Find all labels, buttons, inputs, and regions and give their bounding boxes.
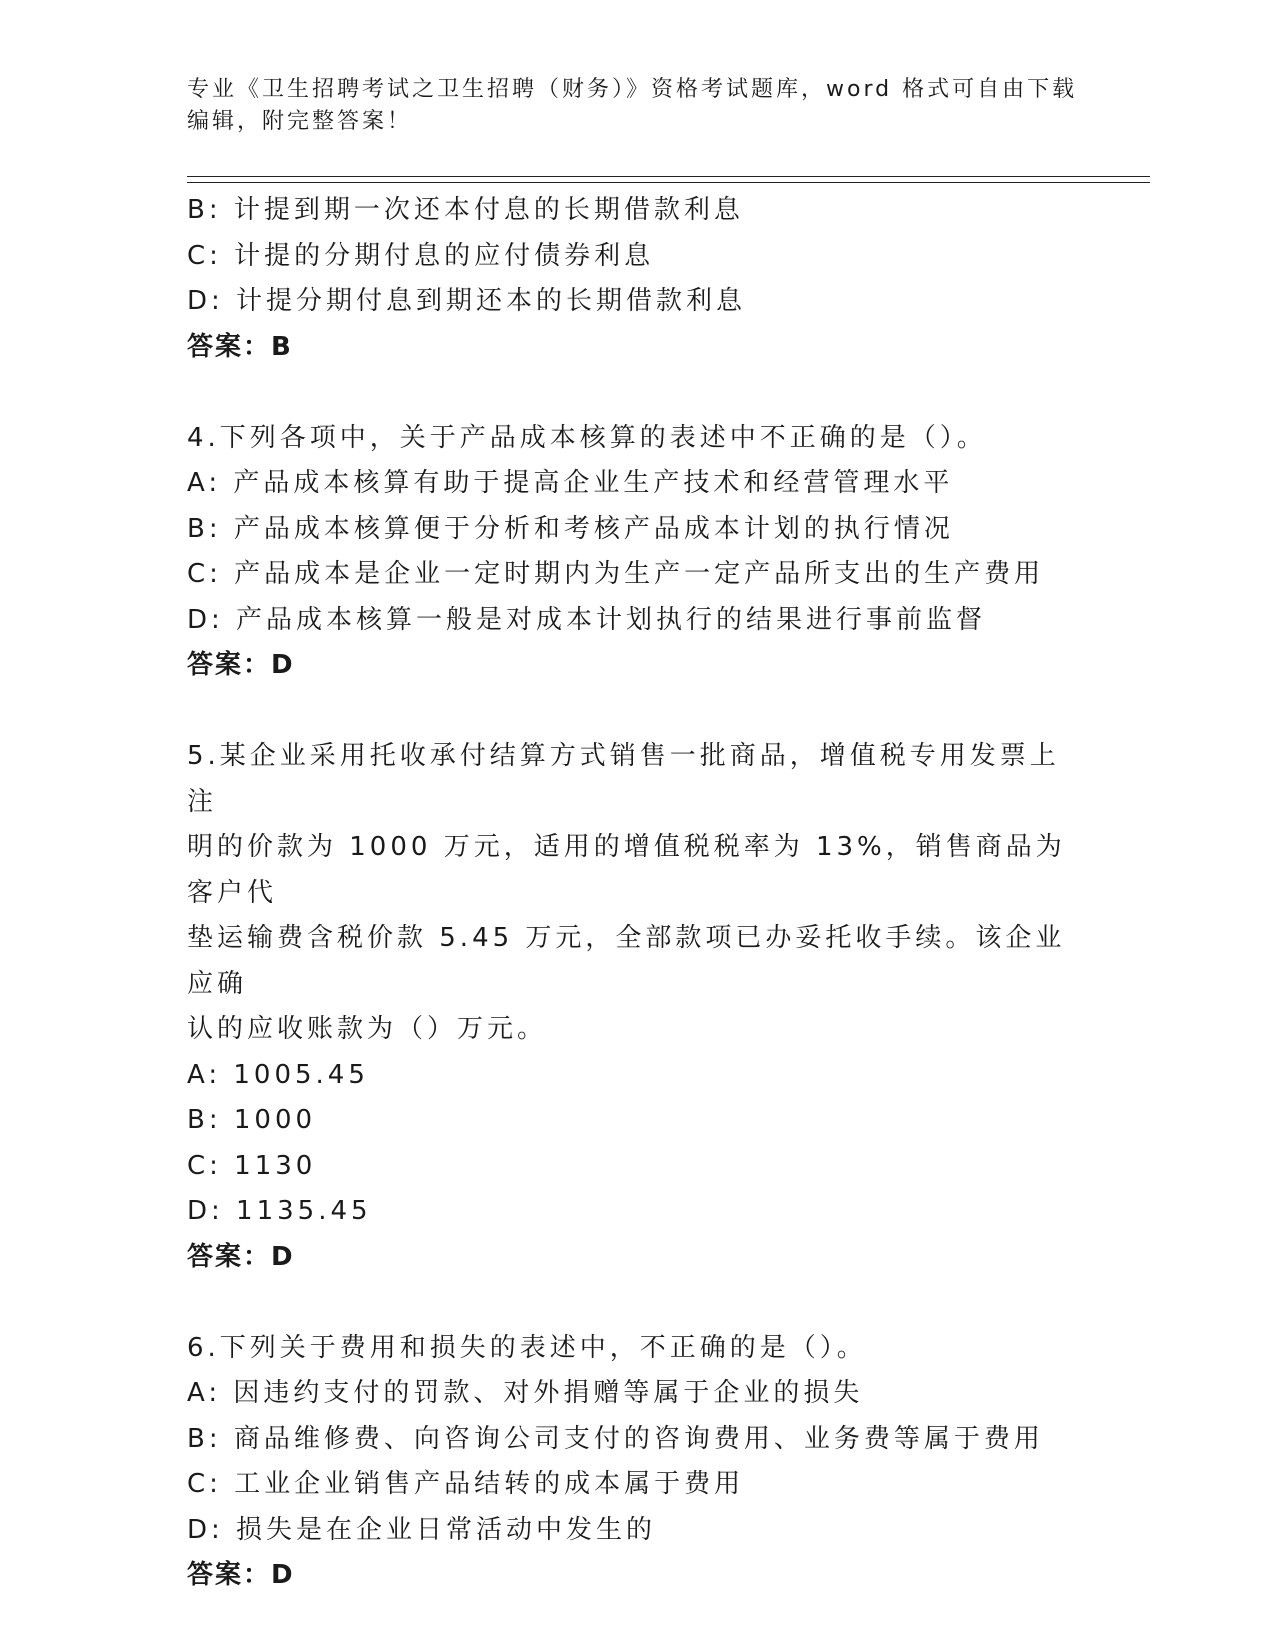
question-5	[187, 734, 1087, 1280]
option-d: D: 损失是在企业日常活动中发生的	[187, 1514, 657, 1545]
question-text: 6.下列关于费用和损失的表述中，不正确的是（）。	[187, 1332, 867, 1363]
option-b: B: 1000	[187, 1105, 317, 1135]
question-3-continuation	[187, 188, 1087, 370]
page-header	[187, 74, 1087, 138]
option-d: D: 1135.45	[187, 1196, 372, 1226]
header-line-1: 专业《卫生招聘考试之卫生招聘（财务）》资格考试题库，word 格式可自由下载	[187, 77, 1078, 102]
header-divider-top	[187, 176, 1150, 177]
question-text: 4.下列各项中，关于产品成本核算的表述中不正确的是（）。	[187, 422, 987, 453]
answer-label: 答案：B	[187, 331, 293, 362]
question-6	[187, 1326, 1087, 1599]
question-text-line: 垫运输费含税价款 5.45 万元，全部款项已办妥托收手续。该企业应确	[187, 923, 1066, 999]
question-list	[187, 188, 1087, 1599]
option-a: A: 1005.45	[187, 1059, 369, 1090]
question-4	[187, 416, 1087, 689]
option-c: C: 工业企业销售产品结转的成本属于费用	[187, 1469, 745, 1499]
header-divider-bottom	[187, 182, 1150, 183]
question-text-line: 5.某企业采用托收承付结算方式销售一批商品，增值税专用发票上注	[187, 741, 1060, 817]
answer-label: 答案：D	[187, 1241, 295, 1272]
option-d: D: 产品成本核算一般是对成本计划执行的结果进行事前监督	[187, 604, 987, 635]
question-text-line: 明的价款为 1000 万元，适用的增值税税率为 13%，销售商品为客户代	[187, 832, 1066, 908]
header-line-2: 编辑，附完整答案！	[187, 109, 413, 134]
option-b: B: 商品维修费、向咨询公司支付的咨询费用、业务费等属于费用	[187, 1423, 1044, 1454]
option-c: C: 1130	[187, 1150, 317, 1181]
option-c: C: 计提的分期付息的应付债券利息	[187, 240, 655, 271]
question-text-line: 认的应收账款为（）万元。	[187, 1014, 548, 1044]
option-a: A: 产品成本核算有助于提高企业生产技术和经营管理水平	[187, 468, 954, 498]
option-d: D: 计提分期付息到期还本的长期借款利息	[187, 286, 747, 316]
option-b: B: 产品成本核算便于分析和考核产品成本计划的执行情况	[187, 513, 954, 544]
option-b: B: 计提到期一次还本付息的长期借款利息	[187, 195, 744, 225]
option-a: A: 因违约支付的罚款、对外捐赠等属于企业的损失	[187, 1378, 864, 1408]
answer-label: 答案：D	[187, 1560, 295, 1590]
option-c: C: 产品成本是企业一定时期内为生产一定产品所支出的生产费用	[187, 559, 1045, 589]
answer-label: 答案：D	[187, 650, 295, 680]
